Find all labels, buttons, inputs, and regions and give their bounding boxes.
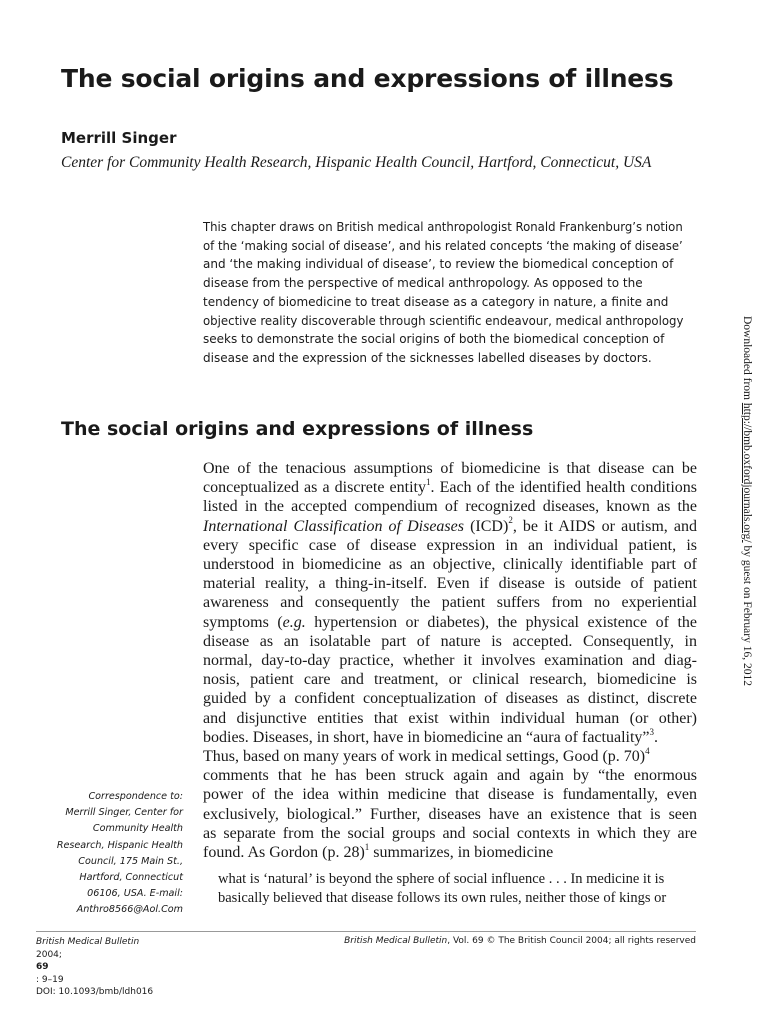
abstract-line: of the ‘making social of disease’, and his related concepts ‘the making of disease’ (203, 238, 683, 253)
abstract-line: This chapter draws on British medical anthropologist Ronald Frankenburg’s notion (203, 220, 683, 234)
footnote-ref[interactable]: 3 (649, 726, 655, 737)
author-name: Merrill Singer (61, 129, 177, 147)
body-line: One of the tenacious assumptions of biomedicine is that disease can be (203, 460, 697, 477)
footnote-ref[interactable]: 1 (364, 841, 370, 852)
body-line: awareness and consequently the patient suffers from no experiential (203, 594, 697, 612)
body-line: as separate from the social groups and social contexts in which they are (203, 824, 697, 842)
footnote-ref[interactable]: 2 (508, 515, 513, 526)
body-line: International Classification of Diseases (ICD)$^2$, be it AIDS or autism, and (203, 515, 697, 535)
correspondence-line: Research, Hispanic Health (56, 839, 183, 851)
body-line: every specific case of disease expression in an individual patient, is (203, 536, 697, 554)
footer-divider (36, 931, 696, 932)
body-line: exclusively, biological.” Further, diseases have an existence that is seen (203, 805, 697, 823)
body-line: Thus, based on many years of work in medical settings, Good (p. 70)$^4$ (203, 745, 650, 766)
body-line: power of the idea within medicine that disease is fundamentally, even (203, 786, 697, 804)
body-line: disease as an isolatable part of nature is accepted. Consequently, in (203, 632, 697, 650)
correspondence-line: Correspondence to: (88, 791, 183, 802)
quote-line: basically believed that disease follows its own rules, neither those of kings or (218, 889, 667, 906)
download-sidebar (735, 316, 755, 716)
body-text (203, 459, 697, 862)
correspondence-note (40, 789, 183, 919)
block-quote (218, 870, 698, 907)
abstract (203, 218, 683, 368)
abstract-line: tendency of biomedicine to treat disease as a category in nature, a finite and (203, 294, 669, 309)
body-line: symptoms (e.g. hypertension or diabetes), the physical existence of the (203, 613, 697, 631)
journal-link[interactable]: http://bmb.oxfordjournals.org/ (741, 402, 753, 543)
footer-citation (36, 936, 153, 999)
body-line: conceptualized as a discrete entity$^1$. Each of the identified health conditions (203, 476, 697, 497)
footnote-ref[interactable]: 4 (645, 745, 650, 756)
body-line: bodies. Diseases, in short, have in biomedicine an “aura of factuality”$^3$. (203, 726, 659, 746)
article-title: The social origins and expressions of illness (61, 64, 674, 93)
correspondence-line: 06106, USA. E-mail: (87, 888, 183, 900)
body-line: and disjunctive entities that exist within individual human (or other) (203, 709, 697, 727)
footnote-ref[interactable]: 1 (425, 476, 431, 487)
correspondence-email[interactable]: Anthro8566@Aol.Com (76, 904, 183, 916)
correspondence-line: Council, 175 Main St., (78, 855, 183, 867)
section-heading: The social origins and expressions of illness (61, 418, 534, 440)
footer-copyright: British Medical Bulletin, Vol. 69 © The British Council 2004; all rights reserved (344, 936, 696, 946)
abstract-line: objective reality discoverable through scientific endeavour, medical anthropology (203, 313, 684, 328)
correspondence-line: Community Health (92, 823, 183, 835)
body-line: normal, day-to-day practice, whether it involves examination and diag- (203, 652, 697, 670)
abstract-line: disease and the expression of the sicknesses labelled diseases by doctors. (203, 350, 652, 365)
author-affiliation: Center for Community Health Research, Hispanic Health Council, Hartford, Connecticut, USA (61, 154, 652, 171)
quote-line: what is ‘natural’ is beyond the sphere of social influence . . . In medicine it is (218, 871, 665, 887)
body-line: nosis, patient care and treatment, or clinical research, biomedicine is (203, 671, 697, 689)
abstract-line: seeks to demonstrate the social origins of both the biomedical conception of (203, 332, 665, 347)
footer-doi[interactable]: DOI: 10.1093/bmb/ldh016 (36, 987, 154, 998)
body-line: found. As Gordon (p. 28)$^1$ summarizes, in biomedicine (203, 841, 554, 862)
abstract-line: disease from the perspective of medical anthropology. As opposed to the (203, 276, 643, 291)
body-line: understood in biomedicine as an objective, clinically identifiable part of (203, 556, 697, 574)
body-line: material reality, a thing-in-itself. Even if disease is outside of patient (203, 575, 697, 593)
footer-journal-line: British Medical Bulletin 2004; 69 : 9–19 (36, 937, 140, 985)
correspondence-line: Merrill Singer, Center for (65, 807, 183, 819)
abstract-line: and ‘the making individual of disease’, to review the biomedical conception of (203, 257, 674, 272)
body-line: guided by a confident conceptualization of diseases as distinct, discrete (203, 690, 697, 708)
body-line: listed in the accepted compendium of recognized diseases, known as the (203, 498, 697, 516)
correspondence-line: Hartford, Connecticut (79, 872, 183, 884)
download-notice: Downloaded from http://bmb.oxfordjournals.org/ by guest on February 16, 2012 (741, 316, 753, 686)
body-line: comments that he has been struck again and again by “the enormous (203, 767, 697, 785)
